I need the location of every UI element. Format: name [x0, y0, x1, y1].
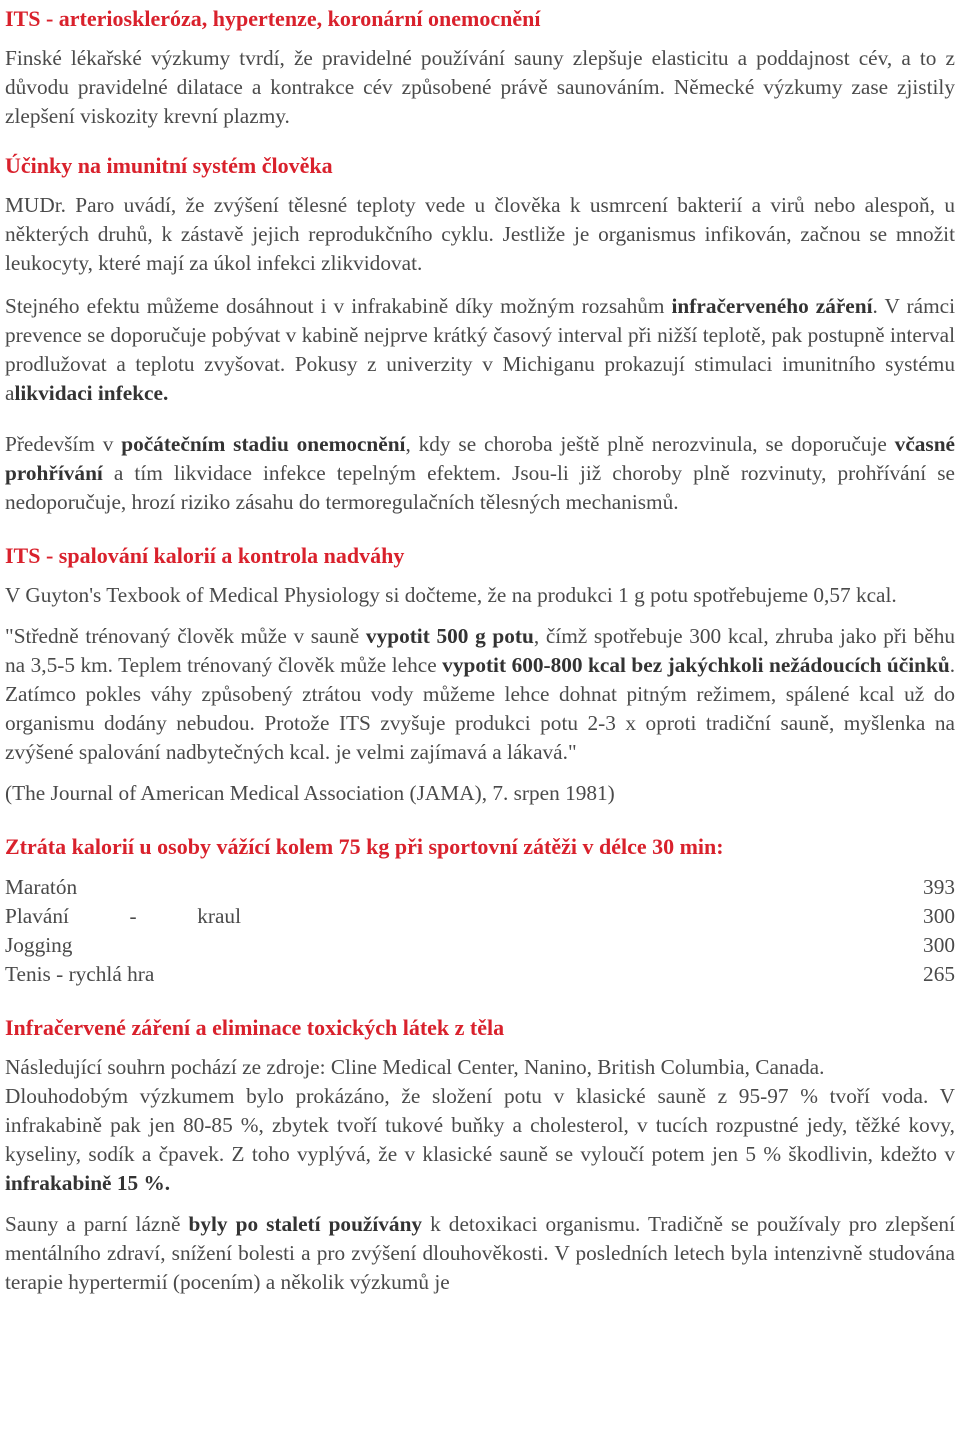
table-row [5, 873, 955, 902]
paragraph-finske-vyzkumy: Finské lékařské výzkumy tvrdí, že pravidelné používání sauny zlepšuje elasticitu a poddajnost cév, a to z důvodu pravidelné dilatace a kontrakce cév způsobené právě saunováním. Německé výzkumy zase zjistily zlepšení viskozity krevní plazmy. [5, 46, 955, 128]
row-label-part: Plavání [5, 904, 69, 928]
text-run: a tím likvidace infekce tepelným efektem. Jsou-li již choroby plně rozvinuty, prohřívání se nedoporučuje, hrozí riziko zásahu do termoregulačních tělesných mechanismů. [5, 461, 955, 514]
row-label-part: - [129, 904, 137, 928]
bold-run: likvidaci infekce. [14, 381, 169, 405]
text-run: Především v [5, 432, 122, 456]
row-label: Jogging [5, 933, 73, 957]
text-run: . V rámci prevence se doporučuje pobývat v kabině nejprve krátký časový interval při nižší teplotě, pak postupně interval prodlužovat a teplotu zvyšovat. Pokusy z univerzity v Michiganu prokazují stimulaci imunitního systému a [5, 294, 956, 405]
table-row [5, 960, 955, 989]
bold-run: včasné prohřívání [5, 432, 956, 485]
bold-run: vypotit 600-800 kcal bez jakýchkoli nežádoucích účinků [442, 653, 950, 677]
calorie-table [5, 873, 955, 989]
row-value: 393 [923, 875, 955, 899]
paragraph-sauny-detoxikace [5, 1210, 955, 1297]
text-run: k detoxikaci organismu. Tradičně se používaly pro zlepšení mentálního zdraví, snížení bolesti a pro zvýšení dlouhověkosti. V posledních letech byla intenzivně studována terapie hypertermií (pocením) a několik výzkumů je [5, 1212, 955, 1294]
heading-ztrata-kalorii: Ztráta kalorií u osoby vážící kolem 75 kg při sportovní zátěži v délce 30 min: [5, 834, 724, 859]
text-run: "Středně trénovaný člověk může v sauně [5, 624, 366, 648]
paragraph-slozeni-potu [5, 1082, 955, 1198]
row-label: Maratón [5, 875, 78, 899]
text-run: , kdy se choroba ještě plně nerozvinula, se doporučuje [405, 432, 895, 456]
paragraph-guyton: V Guyton's Texbook of Medical Physiology si dočteme, že na produkci 1 g potu spotřebujeme 0,57 kcal. [5, 583, 897, 607]
row-value: 265 [923, 962, 955, 986]
heading-its-arterioskleroza: ITS - arterioskleróza, hypertenze, koronární onemocnění [5, 6, 541, 31]
text-run: Sauny a parní lázně [5, 1212, 189, 1236]
bold-run: počátečním stadiu onemocnění [121, 432, 406, 456]
paragraph-pocatecni-stadium [5, 430, 955, 517]
bold-run: byly po staletí používány [188, 1212, 423, 1236]
paragraph-quote-trenovany [5, 622, 955, 767]
text-run: . Zatímco pokles váhy způsobený ztrátou vody můžeme lehce dohnat pitným režimem, spálené kcal už do organismu dodány nebudou. Protože ITS zvyšuje produkci potu 2-3 x oproti tradiční sauně, myšlenka na zvýšené spalování nadbytečných kcal. je velmi zajímavá a lákavá." [5, 653, 956, 764]
bold-run: vypotit 500 g potu [365, 624, 534, 648]
bold-run: infračerveného záření [671, 294, 873, 318]
heading-infracervene-zareni: Infračervené záření a eliminace toxických látek z těla [5, 1015, 505, 1040]
document-page [0, 4, 960, 1297]
table-row [5, 931, 955, 960]
paragraph-jama-citation: (The Journal of American Medical Association (JAMA), 7. srpen 1981) [5, 781, 615, 805]
table-row [5, 902, 955, 931]
row-value: 300 [923, 933, 955, 957]
heading-ucinky-imunitni-system: Účinky na imunitní systém člověka [5, 153, 333, 178]
row-label: Tenis - rychlá hra [5, 962, 155, 986]
bold-run: infrakabině 15 %. [5, 1171, 171, 1195]
text-run: Dlouhodobým výzkumem bylo prokázáno, že složení potu v klasické sauně z 95-97 % tvoří voda. V infrakabině pak jen 80-85 %, zbytek tvoří tukové buňky a cholesterol, v tucích rozpustné jedy, těžké kovy, kyseliny, sodík a čpavek. Z toho vyplývá, že v klasické sauně se vyloučí potem jen 5 % škodlivin, kdežto v [5, 1084, 955, 1166]
row-label-part: kraul [197, 904, 241, 928]
paragraph-cline-medical: Následující souhrn pochází ze zdroje: Cline Medical Center, Nanino, British Columbia, Canada. [5, 1055, 825, 1079]
heading-spalovani-kalorii: ITS - spalování kalorií a kontrola nadváhy [5, 543, 405, 568]
paragraph-mudr-paro: MUDr. Paro uvádí, že zvýšení tělesné teploty vede u člověka k usmrcení bakterií a virů nebo alespoň, u některých druhů, k zástavě jejich reprodukčního cyklu. Jestliže je organismus infikován, začnou se množit leukocyty, které mají za úkol infekci zlikvidovat. [5, 193, 955, 275]
text-run: , čímž spotřebuje 300 kcal, zhruba jako při běhu na 3,5-5 km. Teplem trénovaný člověk může lehce [5, 624, 955, 677]
text-run: Stejného efektu můžeme dosáhnout i v infrakabině díky možným rozsahům [5, 294, 672, 318]
row-value: 300 [923, 904, 955, 928]
row-label [5, 902, 241, 931]
paragraph-infrakabina-prevence [5, 292, 955, 408]
